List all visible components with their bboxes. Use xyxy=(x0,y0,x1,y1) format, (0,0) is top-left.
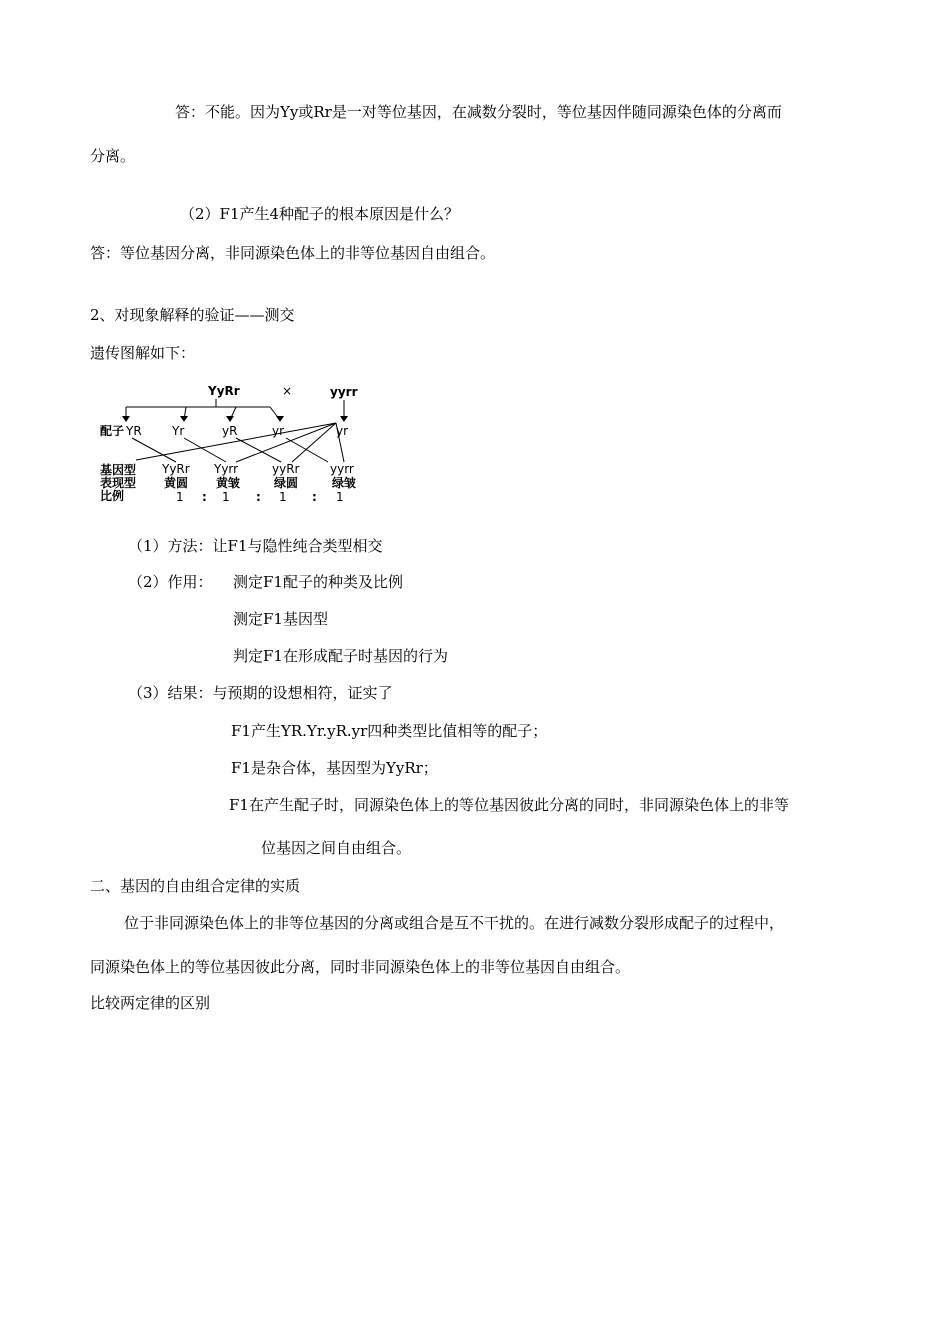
parent1: YyRr xyxy=(208,384,240,398)
arrow-head xyxy=(122,416,130,422)
question2: （2）F1产生4种配子的根本原因是什么？ xyxy=(180,205,460,223)
result-4: 位基因之间自由组合。 xyxy=(261,839,412,857)
diagram-intro: 遗传图解如下： xyxy=(90,344,196,362)
gamete-yr-small: yr xyxy=(272,424,285,438)
phenotype-2: 黄皱 xyxy=(216,476,241,490)
answer2: 答：等位基因分离，非同源染色体上的非等位基因自由组合。 xyxy=(90,244,496,262)
function-3: 判定F1在形成配子时基因的行为 xyxy=(233,647,448,665)
gamete-yr-r: yR xyxy=(222,424,238,438)
function-1: 测定F1配子的种类及比例 xyxy=(233,573,403,591)
ratio-sep-1: : xyxy=(202,490,207,504)
parent2: yyrr xyxy=(330,385,358,399)
ratio-4: 1 xyxy=(336,490,344,504)
cross-line xyxy=(236,423,336,462)
cross-line xyxy=(286,438,328,462)
arrow-head xyxy=(340,416,348,422)
result-2: F1是杂合体，基因型为YyRr； xyxy=(231,759,438,777)
gamete-yr-cap: YR xyxy=(126,424,142,438)
result-1: F1产生YR.Yr.yR.yr四种类型比值相等的配子； xyxy=(231,722,548,740)
section3-body-line2: 同源染色体上的等位基因彼此分离，同时非同源染色体上的非等位基因自由组合。 xyxy=(90,958,631,976)
cross-line xyxy=(236,438,281,462)
ratio-3: 1 xyxy=(279,490,287,504)
ratio-sep-2: : xyxy=(256,490,261,504)
row-label-genotype: 基因型 xyxy=(100,463,137,477)
section3-body-line1: 位于非同源染色体上的非等位基因的分离或组合是互不干扰的。在进行减数分裂形成配子的过程中， xyxy=(124,914,785,932)
result-3: F1在产生配子时，同源染色体上的等位基因彼此分离的同时，非同源染色体上的非等 xyxy=(229,796,789,814)
row-label-phenotype: 表现型 xyxy=(100,476,137,490)
gamete2: yr xyxy=(336,424,349,438)
gamete-label: 配子 xyxy=(100,424,125,438)
answer1-line1: 答：不能。因为Yy或Rr是一对等位基因，在减数分裂时，等位基因伴随同源染色体的分离而 xyxy=(175,103,782,121)
ratio-1: 1 xyxy=(176,490,184,504)
answer1-line2: 分离。 xyxy=(90,147,136,165)
gamete-yr-big: Yr xyxy=(172,424,185,438)
phenotype-1: 黄圆 xyxy=(164,476,189,490)
arrow-head xyxy=(226,416,234,422)
phenotype-4: 绿皱 xyxy=(332,476,357,490)
result-label: （3）结果：与预期的设想相符，证实了 xyxy=(128,684,393,702)
cross-symbol: × xyxy=(282,384,293,398)
function-2: 测定F1基因型 xyxy=(233,610,328,628)
method: （1）方法：让F1与隐性纯合类型相交 xyxy=(128,537,383,555)
cross-line xyxy=(132,438,176,462)
genotype-4: yyrr xyxy=(330,462,354,476)
section3-title: 二、基因的自由组合定律的实质 xyxy=(90,877,301,895)
section2-title: 2、对现象解释的验证——测交 xyxy=(90,306,295,324)
compare-title: 比较两定律的区别 xyxy=(90,994,211,1012)
ratio-sep-3: : xyxy=(312,490,317,504)
cross-line xyxy=(292,423,336,462)
arrow-head xyxy=(180,416,188,422)
genetic-cross-diagram xyxy=(96,380,366,510)
row-label-ratio: 比例 xyxy=(100,489,125,503)
genotype-3: yyRr xyxy=(272,462,300,476)
genotype-1: YyRr xyxy=(162,462,190,476)
genotype-2: Yyrr xyxy=(214,462,239,476)
arrow-head xyxy=(276,416,284,422)
function-label: （2）作用： xyxy=(128,573,213,591)
ratio-2: 1 xyxy=(222,490,230,504)
phenotype-3: 绿圆 xyxy=(274,476,299,490)
